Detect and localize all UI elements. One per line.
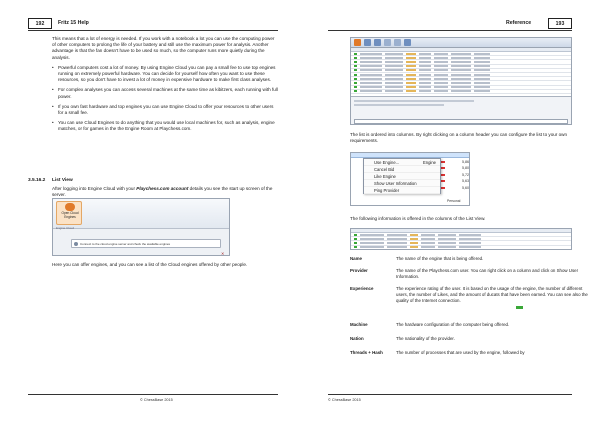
section-number: 3.5.16.2 bbox=[28, 178, 46, 183]
rating-value: 5,86 bbox=[462, 160, 469, 164]
close-icon[interactable]: ✕ bbox=[221, 251, 225, 256]
menu-item-use-engine[interactable]: Use Engine... Engine bbox=[364, 159, 440, 166]
right-page bbox=[300, 0, 600, 424]
page-number: 193 bbox=[548, 18, 572, 29]
engine-label: Engine bbox=[422, 160, 436, 165]
definition-experience bbox=[350, 286, 592, 316]
page-number: 192 bbox=[28, 18, 52, 29]
definition-nation bbox=[350, 336, 592, 344]
rating-values bbox=[449, 159, 469, 191]
footer-copyright: © ChessBase 2015 bbox=[140, 398, 173, 402]
hint-text: Connect to the cloud engine server and check the available engines bbox=[80, 242, 171, 247]
definition-term: Experience bbox=[350, 286, 374, 291]
list-item: • If you own fast hardware and top engines you can use Engine Cloud to offer your resources to other users for a small fee. bbox=[52, 104, 278, 116]
ribbon-group-label: Engine Cloud bbox=[56, 226, 75, 230]
rating-value: 5,80 bbox=[462, 166, 469, 171]
intro-paragraph: This means that a lot of energy is needed. If you work with a notebook a lot you can use the computing power of other computers to prolong the life of your battery and still use the maximum power for analysis. Another advantage is that the fan doesn't have to be used so much, so the computer runs more quietly during the analysis. bbox=[52, 36, 275, 60]
left-body bbox=[52, 36, 278, 137]
list-view-intro bbox=[52, 186, 278, 198]
account-name: Playchess.com account bbox=[136, 186, 189, 191]
engine-list-screenshot bbox=[350, 37, 572, 125]
definition-desc: The name of the Playchess.com user. You can right click on a column and click on Show User Information. bbox=[396, 268, 579, 279]
personal-tag: Personal bbox=[447, 199, 461, 203]
paragraph-columns: The list is ordered into columns. By right clicking on a column header you can configure the list to your own requirements. bbox=[350, 132, 568, 144]
page-header-title: Fritz 15 Help bbox=[58, 20, 89, 26]
definition-desc: The number of processes that are used by the engine, followed by bbox=[396, 350, 525, 355]
toolbar-icon bbox=[384, 39, 391, 46]
definition-desc: The nationality of the provider. bbox=[396, 336, 455, 341]
cloud-icon bbox=[65, 203, 75, 211]
closing-text: Here you can offer engines, and you can see a list of the Cloud engines offered by other people. bbox=[52, 262, 248, 267]
chat-panel bbox=[351, 96, 572, 125]
definition-term: Machine bbox=[350, 322, 368, 327]
header-rule bbox=[328, 30, 572, 31]
engine-rows bbox=[351, 52, 571, 94]
like-markers bbox=[441, 161, 445, 189]
menu-item-cancel-bid[interactable]: Cancel Bid bbox=[364, 166, 440, 173]
page-header-title: Reference bbox=[506, 20, 532, 26]
table-row[interactable] bbox=[351, 90, 571, 94]
definition-provider bbox=[350, 268, 592, 284]
footer-rule bbox=[328, 394, 572, 395]
definition-term: Provider bbox=[350, 268, 368, 273]
hint-panel bbox=[71, 239, 221, 248]
chat-input[interactable] bbox=[354, 119, 568, 124]
chat-line bbox=[354, 100, 474, 102]
menu-item-show-user-information[interactable]: Show User Information bbox=[364, 180, 440, 187]
definition-machine bbox=[350, 322, 592, 330]
toolbar-icon bbox=[394, 39, 401, 46]
open-cloud-engines-label: Open Cloud Engines bbox=[61, 211, 79, 219]
definition-desc: The name of the engine that is being offered. bbox=[396, 256, 484, 261]
section-title: List View bbox=[52, 178, 73, 183]
menu-item-ping-provider[interactable]: Ping Provider bbox=[364, 187, 440, 194]
rating-value: 5,72 bbox=[462, 172, 469, 177]
list-item: • For complex analyses you can access several machines at the same time as kibitzers, each running with full power. bbox=[52, 87, 278, 99]
table-row[interactable] bbox=[351, 246, 571, 250]
context-menu-screenshot bbox=[350, 152, 470, 206]
toolbar-icon bbox=[404, 39, 411, 46]
menu-item-like-engine[interactable]: Like Engine bbox=[364, 173, 440, 180]
chat-line bbox=[354, 104, 444, 106]
rating-value: 5,60 bbox=[462, 185, 469, 190]
list-view-text: After logging into Engine Cloud with your bbox=[52, 186, 135, 191]
list-view-text-end: details you see the start up screen of the server. bbox=[52, 186, 273, 198]
definition-name bbox=[350, 256, 592, 268]
info-icon bbox=[74, 242, 78, 246]
startup-screenshot bbox=[52, 198, 230, 256]
context-menu bbox=[363, 158, 441, 194]
toolbar-icon bbox=[374, 39, 381, 46]
list-item: • You can use Cloud Engines to do anything that you would use local machines for, such as analysis, engine matches, or for games in the the Engine Room at Playchess.com. bbox=[52, 120, 278, 132]
definition-term: Name bbox=[350, 256, 362, 261]
footer-copyright: © ChessBase 2015 bbox=[328, 398, 361, 402]
cloud-icon bbox=[354, 39, 361, 46]
header-rule bbox=[28, 30, 278, 31]
toolbar bbox=[351, 38, 571, 48]
toolbar-icon bbox=[364, 39, 371, 46]
rating-value: 5,63 bbox=[462, 179, 469, 184]
connection-quality-icon bbox=[516, 306, 523, 309]
paragraph-columns-info: The following information is offered in the columns of the List View. bbox=[350, 216, 486, 221]
list-view-screenshot bbox=[350, 228, 572, 250]
open-cloud-engines-button[interactable] bbox=[56, 201, 82, 225]
definition-term: Nation bbox=[350, 336, 364, 341]
definition-desc: The experience rating of the user. It is based on the usage of the engine, the number of different users, the number of Likes, and the amount of ducats that have been earned. You can see also the quality of the Internet connection. bbox=[396, 286, 588, 303]
list-item: • Powerful computers cost a lot of money. By using Engine Cloud you can pay a small fee to use top engines running on extremely powerful hardware. You can decide for yourself how often you want to use these resources, so you don't have to invest a lot of money in expensive hardware to make first class analyses. bbox=[52, 65, 278, 84]
definition-term: Threads + Hash bbox=[350, 350, 383, 355]
footer-rule bbox=[28, 394, 278, 395]
benefit-list bbox=[52, 65, 278, 133]
definition-threads-hash bbox=[350, 350, 592, 358]
definition-desc: The hardware configuration of the computer being offered. bbox=[396, 322, 510, 327]
